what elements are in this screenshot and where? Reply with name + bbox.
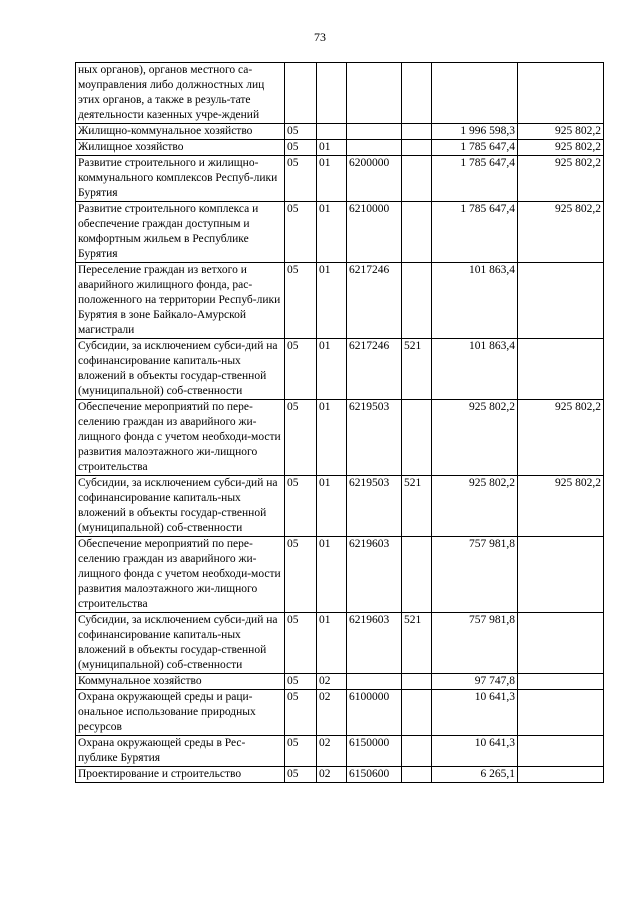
cell-subsection: 01 (317, 140, 347, 156)
cell-sum-federal: 925 802,2 (518, 156, 604, 202)
cell-sum-total: 757 981,8 (432, 613, 518, 674)
cell-name: Жилищно-коммунальное хозяйство (76, 124, 285, 140)
cell-section: 05 (285, 156, 317, 202)
cell-section: 05 (285, 674, 317, 690)
cell-sum-total: 101 863,4 (432, 339, 518, 400)
cell-name: Коммунальное хозяйство (76, 674, 285, 690)
cell-target-article: 6150600 (347, 767, 402, 783)
cell-name: Обеспечение мероприятий по пере-селению граждан из аварийного жи-лищного фонда с учетом необходи-мости развития малоэтажного жи-лищного строительства (76, 537, 285, 613)
cell-section: 05 (285, 537, 317, 613)
cell-section: 05 (285, 339, 317, 400)
cell-subsection: 01 (317, 339, 347, 400)
table-row (76, 263, 604, 339)
cell-name: Субсидии, за исключением субси-дий на софинансирование капиталь-ных вложений в объекты государ-ственной (муниципальной) соб-ственности (76, 613, 285, 674)
cell-section: 05 (285, 690, 317, 736)
cell-sum-federal (518, 736, 604, 767)
cell-name: Развитие строительного и жилищно-коммунального комплексов Респуб-лики Бурятия (76, 156, 285, 202)
cell-target-article: 6210000 (347, 202, 402, 263)
cell-sum-total: 925 802,2 (432, 400, 518, 476)
cell-target-article: 6219603 (347, 537, 402, 613)
cell-name: Субсидии, за исключением субси-дий на софинансирование капиталь-ных вложений в объекты государ-ственной (муниципальной) соб-ственности (76, 476, 285, 537)
cell-expense-type (402, 263, 432, 339)
cell-expense-type (402, 202, 432, 263)
cell-sum-total: 101 863,4 (432, 263, 518, 339)
table-row (76, 537, 604, 613)
cell-section: 05 (285, 124, 317, 140)
table-row (76, 690, 604, 736)
cell-expense-type (402, 690, 432, 736)
cell-section: 05 (285, 736, 317, 767)
cell-subsection: 02 (317, 674, 347, 690)
cell-sum-total: 1 785 647,4 (432, 156, 518, 202)
cell-subsection: 01 (317, 537, 347, 613)
cell-section: 05 (285, 400, 317, 476)
table-row (76, 736, 604, 767)
cell-subsection: 01 (317, 476, 347, 537)
cell-subsection (317, 63, 347, 124)
budget-table-body (76, 63, 604, 783)
cell-sum-federal (518, 63, 604, 124)
cell-sum-total: 1 785 647,4 (432, 202, 518, 263)
table-row (76, 613, 604, 674)
cell-target-article: 6217246 (347, 263, 402, 339)
cell-sum-total: 1 785 647,4 (432, 140, 518, 156)
table-row (76, 767, 604, 783)
cell-sum-federal (518, 537, 604, 613)
cell-name: Охрана окружающей среды и раци-ональное использование природных ресурсов (76, 690, 285, 736)
cell-sum-federal: 925 802,2 (518, 140, 604, 156)
cell-sum-federal: 925 802,2 (518, 400, 604, 476)
cell-sum-total: 757 981,8 (432, 537, 518, 613)
cell-expense-type (402, 400, 432, 476)
cell-expense-type (402, 63, 432, 124)
cell-sum-total: 6 265,1 (432, 767, 518, 783)
cell-sum-federal (518, 690, 604, 736)
cell-subsection: 01 (317, 156, 347, 202)
cell-target-article: 6200000 (347, 156, 402, 202)
cell-section: 05 (285, 140, 317, 156)
cell-expense-type (402, 156, 432, 202)
cell-name: Обеспечение мероприятий по пере-селению граждан из аварийного жи-лищного фонда с учетом необходи-мости развития малоэтажного жи-лищного строительства (76, 400, 285, 476)
table-row (76, 339, 604, 400)
cell-target-article (347, 140, 402, 156)
cell-target-article: 6217246 (347, 339, 402, 400)
cell-section: 05 (285, 202, 317, 263)
table-row (76, 63, 604, 124)
cell-subsection: 01 (317, 202, 347, 263)
cell-target-article: 6150000 (347, 736, 402, 767)
cell-target-article: 6100000 (347, 690, 402, 736)
table-row (76, 476, 604, 537)
cell-subsection: 02 (317, 690, 347, 736)
cell-sum-federal: 925 802,2 (518, 202, 604, 263)
table-row (76, 140, 604, 156)
cell-sum-federal: 925 802,2 (518, 124, 604, 140)
cell-subsection: 01 (317, 263, 347, 339)
cell-name: Развитие строительного комплекса и обеспечение граждан доступным и комфортным жильем в Республике Бурятия (76, 202, 285, 263)
cell-subsection: 02 (317, 767, 347, 783)
cell-sum-total: 1 996 598,3 (432, 124, 518, 140)
cell-sum-federal (518, 767, 604, 783)
cell-expense-type (402, 140, 432, 156)
cell-sum-federal (518, 613, 604, 674)
cell-sum-federal (518, 339, 604, 400)
cell-sum-total (432, 63, 518, 124)
cell-expense-type (402, 767, 432, 783)
cell-name: Охрана окружающей среды в Рес-публике Бурятия (76, 736, 285, 767)
table-row (76, 400, 604, 476)
cell-section: 05 (285, 263, 317, 339)
cell-subsection (317, 124, 347, 140)
cell-expense-type: 521 (402, 339, 432, 400)
table-row (76, 674, 604, 690)
cell-section (285, 63, 317, 124)
cell-subsection: 01 (317, 613, 347, 674)
cell-expense-type (402, 674, 432, 690)
cell-sum-total: 10 641,3 (432, 736, 518, 767)
cell-name: Проектирование и строительство (76, 767, 285, 783)
cell-sum-federal: 925 802,2 (518, 476, 604, 537)
cell-name: Субсидии, за исключением субси-дий на софинансирование капиталь-ных вложений в объекты государ-ственной (муниципальной) соб-ственности (76, 339, 285, 400)
cell-target-article (347, 63, 402, 124)
cell-target-article (347, 674, 402, 690)
table-row (76, 202, 604, 263)
cell-name: ных органов), органов местного са-моуправления либо должностных лиц этих органов, а также в резуль-тате деятельности казенных учре-ждений (76, 63, 285, 124)
cell-section: 05 (285, 613, 317, 674)
cell-expense-type: 521 (402, 613, 432, 674)
cell-sum-total: 925 802,2 (432, 476, 518, 537)
cell-target-article: 6219503 (347, 400, 402, 476)
table-row (76, 124, 604, 140)
cell-name: Переселение граждан из ветхого и аварийного жилищного фонда, рас-положенного на территории Респуб-лики Бурятия в зоне Байкало-Амурской магистрали (76, 263, 285, 339)
cell-subsection: 02 (317, 736, 347, 767)
cell-sum-federal (518, 263, 604, 339)
cell-target-article: 6219603 (347, 613, 402, 674)
cell-expense-type (402, 736, 432, 767)
page-number: 73 (314, 30, 326, 44)
budget-table (75, 62, 604, 783)
cell-expense-type: 521 (402, 476, 432, 537)
cell-target-article: 6219503 (347, 476, 402, 537)
cell-sum-total: 10 641,3 (432, 690, 518, 736)
table-row (76, 156, 604, 202)
cell-subsection: 01 (317, 400, 347, 476)
cell-expense-type (402, 537, 432, 613)
cell-section: 05 (285, 767, 317, 783)
cell-sum-total: 97 747,8 (432, 674, 518, 690)
cell-sum-federal (518, 674, 604, 690)
cell-name: Жилищное хозяйство (76, 140, 285, 156)
cell-section: 05 (285, 476, 317, 537)
cell-target-article (347, 124, 402, 140)
cell-expense-type (402, 124, 432, 140)
